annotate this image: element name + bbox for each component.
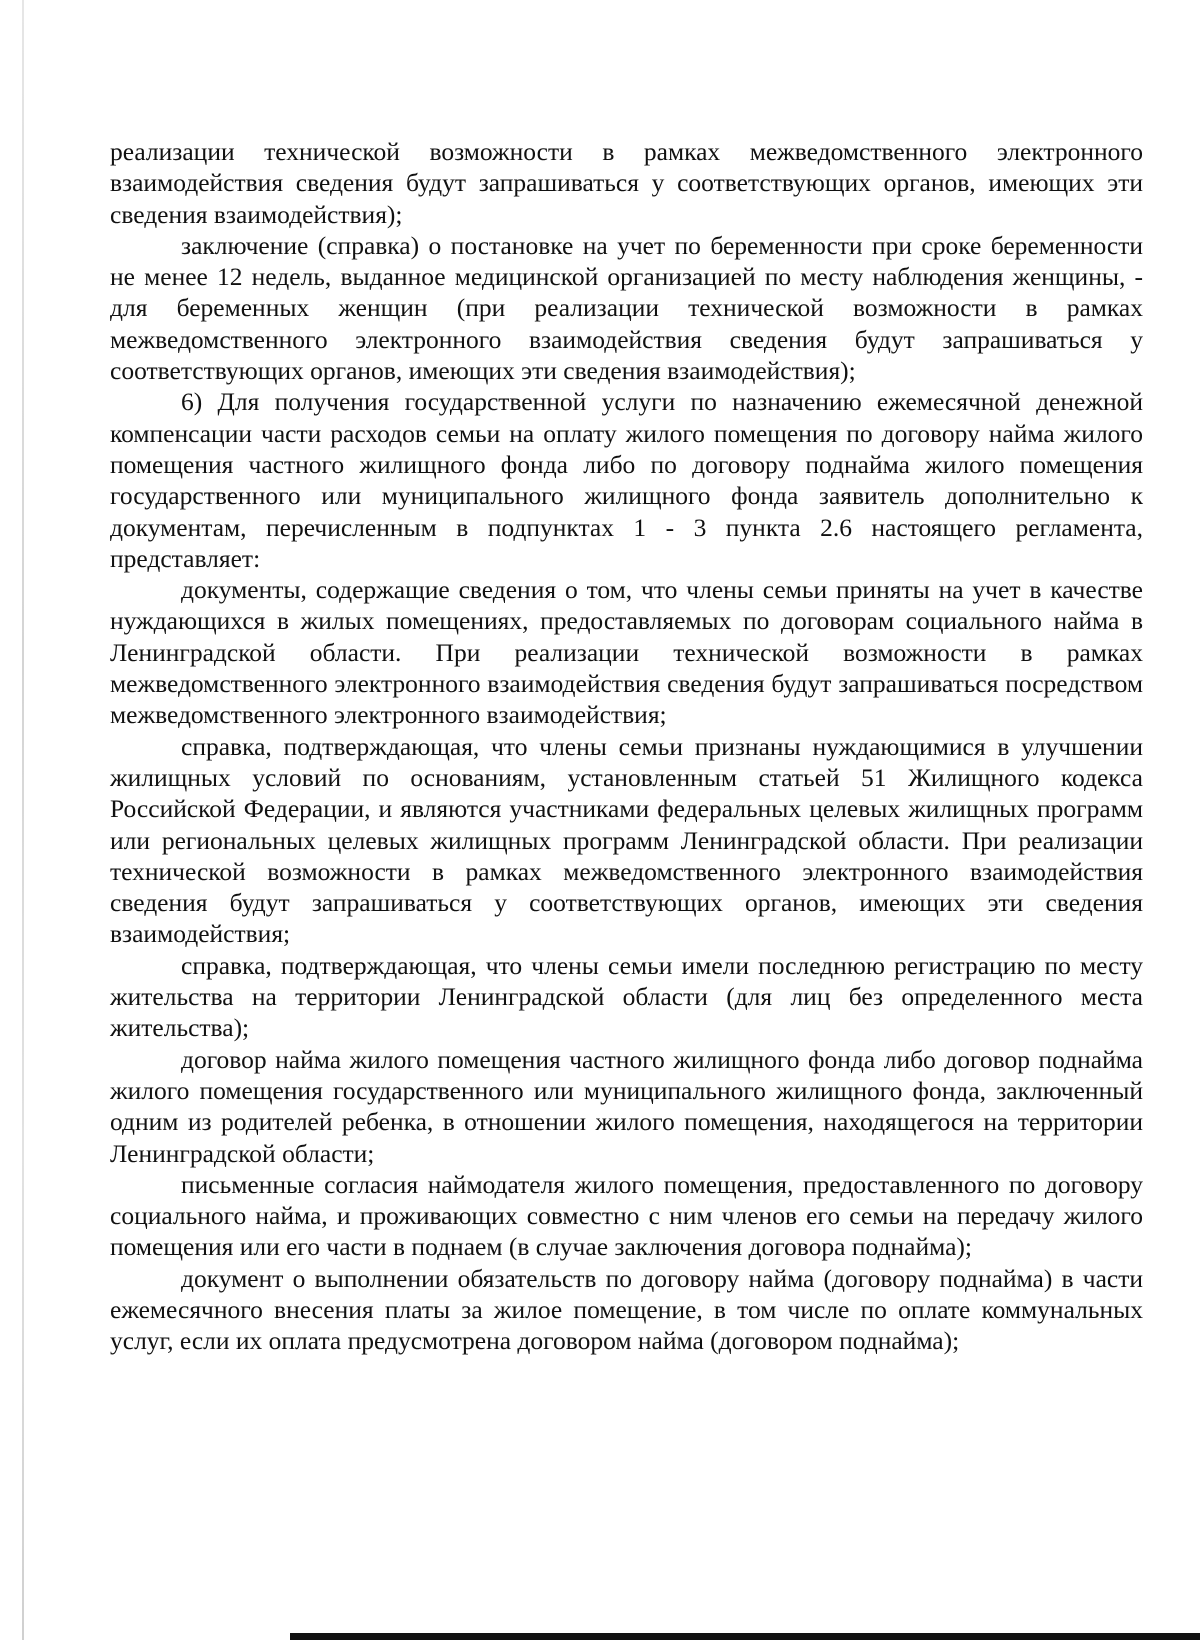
paragraph-pregnancy-certificate: заключение (справка) о постановке на учет по беременности при сроке беременности не менее 12 недель, выданное медицинской организацией по месту наблюдения женщины, - для беременных женщин (при реализации технической возможности в рамках межведомственного электронного взаимодействия сведения будут запрашиваться у соответствующих органов, имеющих эти сведения взаимодействия); [110, 230, 1143, 386]
paragraph-last-registration-certificate: справка, подтверждающая, что члены семьи имели последнюю регистрацию по месту жительства на территории Ленинградской области (для лиц без определенного места жительства); [110, 950, 1143, 1043]
paragraph-payment-obligations: документ о выполнении обязательств по договору найма (договору поднайма) в части ежемесячного внесения платы за жилое помещение, в том числе по оплате коммунальных услуг, если их оплата предусмотрена договором найма (договором поднайма); [110, 1263, 1143, 1356]
paragraph-housing-registration: документы, содержащие сведения о том, что члены семьи приняты на учет в качестве нуждающихся в жилых помещениях, предоставляемых по договорам социального найма в Ленинградской области. При реализации технической возможности в рамках межведомственного электронного взаимодействия сведения будут запрашиваться посредством межведомственного электронного взаимодействия; [110, 575, 1143, 730]
paragraph-continuation: реализации технической возможности в рамках межведомственного электронного взаимодействия сведения будут запрашиваться у соответствующих органов, имеющих эти сведения взаимодействия); [110, 137, 1143, 229]
paragraph-landlord-consent: письменные согласия наймодателя жилого помещения, предоставленного по договору социального найма, и проживающих совместно с ним членов его семьи на передачу жилого помещения или его части в поднаем (в случае заключения договора поднайма); [110, 1169, 1143, 1262]
paragraph-housing-need-certificate: справка, подтверждающая, что члены семьи признаны нуждающимися в улучшении жилищных условий по основаниям, установленным статьей 51 Жилищного кодекса Российской Федерации, и являются участниками федеральных целевых жилищных программ или региональных целевых жилищных программ Ленинградской области. При реализации технической возможности в рамках межведомственного электронного взаимодействия сведения будут запрашиваться у соответствующих органов, имеющих эти сведения взаимодействия; [110, 731, 1143, 949]
document-page [110, 136, 1143, 1357]
paragraph-lease-agreement: договор найма жилого помещения частного жилищного фонда либо договор поднайма жилого помещения государственного или муниципального жилищного фонда, заключенный одним из родителей ребенка, в отношении жилого помещения, находящегося на территории Ленинградской области; [110, 1044, 1143, 1168]
scan-edge-bottom [290, 1633, 1200, 1640]
scan-edge-left [22, 0, 24, 1640]
paragraph-item-6: 6) Для получения государственной услуги по назначению ежемесячной денежной компенсации части расходов семьи на оплату жилого помещения по договору найма жилого помещения частного жилищного фонда либо по договору поднайма жилого помещения государственного или муниципального жилищного фонда заявитель дополнительно к документам, перечисленным в подпунктах 1 - 3 пункта 2.6 настоящего регламента, представляет: [110, 387, 1143, 573]
